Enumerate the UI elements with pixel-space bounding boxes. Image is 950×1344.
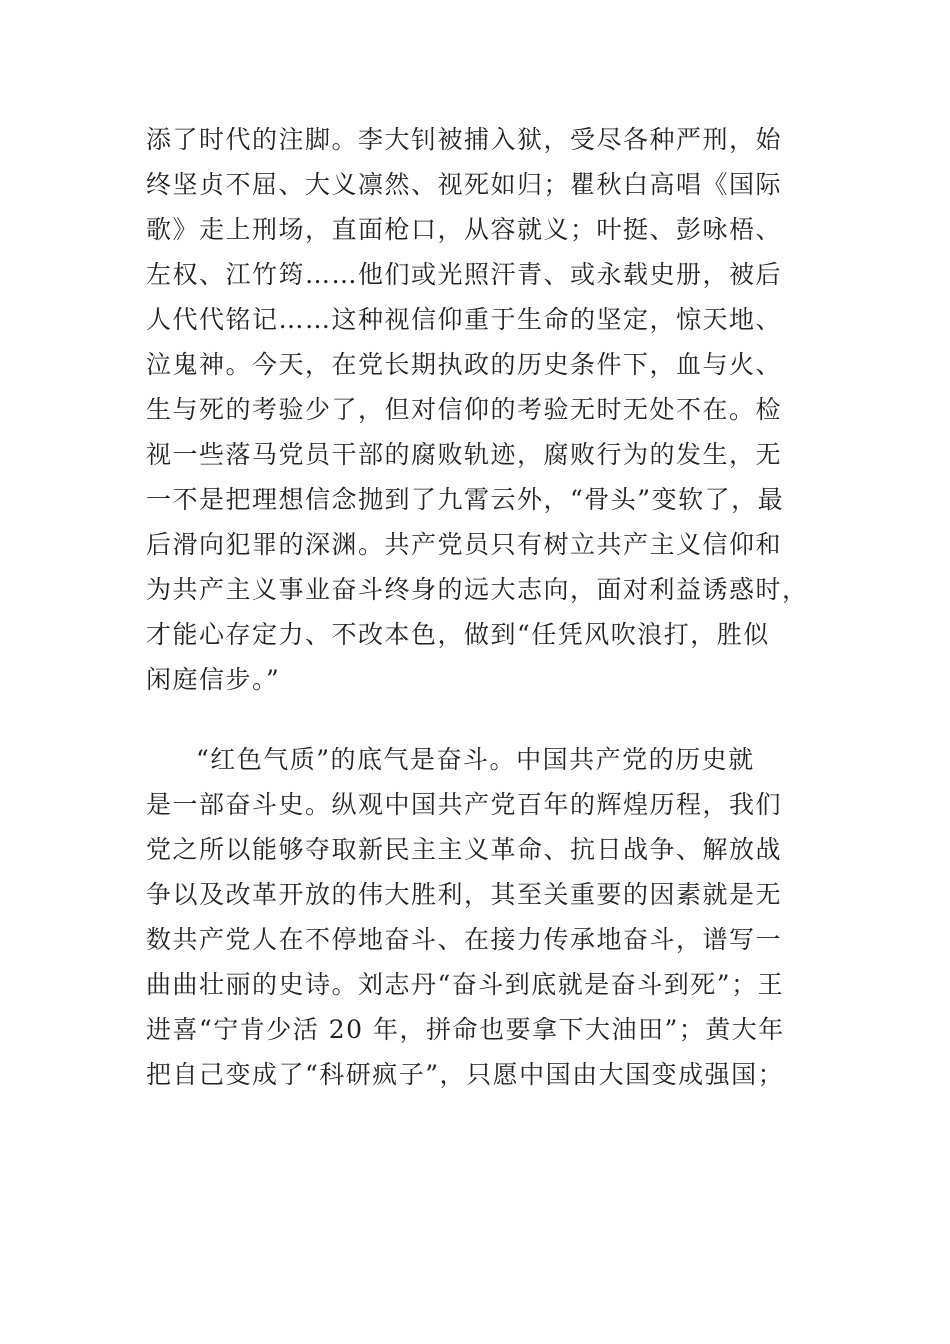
paragraph-1-line: 终坚贞不屈、大义凛然、视死如归；瞿秋白高唱《国际 <box>146 170 783 199</box>
paragraph-1-line: 生与死的考验少了，但对信仰的考验无时无处不在。检 <box>146 395 783 424</box>
paragraph-1-line: 视一些落马党员干部的腐败轨迹，腐败行为的发生，无 <box>146 440 783 469</box>
paragraph-2-line: 进喜“宁肯少活 20 年，拼命也要拿下大油田”；黄大年 <box>146 1015 785 1044</box>
paragraph-1-line: 添了时代的注脚。李大钊被捕入狱，受尽各种严刑，始 <box>146 125 783 154</box>
paragraph-1-line: 后滑向犯罪的深渊。共产党员只有树立共产主义信仰和 <box>146 530 783 559</box>
paragraph-2-line: 争以及改革开放的伟大胜利，其至关重要的因素就是无 <box>146 880 783 909</box>
paragraph-2-line: 数共产党人在不停地奋斗、在接力传承地奋斗，谱写一 <box>146 925 783 954</box>
paragraph-1-line: 歌》走上刑场，直面枪口，从容就义；叶挺、彭咏梧、 <box>146 215 783 244</box>
paragraph-1-line: 闲庭信步。” <box>146 665 281 694</box>
paragraph-2-line: “红色气质”的底气是奋斗。中国共产党的历史就 <box>196 745 755 774</box>
paragraph-1-line: 才能心存定力、不改本色，做到“任凭风吹浪打，胜似 <box>146 620 770 649</box>
paragraph-1-line: 为共产主义事业奋斗终身的远大志向，面对利益诱惑时， <box>146 575 809 604</box>
paragraph-1-line: 人代代铭记……这种视信仰重于生命的坚定，惊天地、 <box>146 305 783 334</box>
paragraph-1-line: 泣鬼神。今天，在党长期执政的历史条件下，血与火、 <box>146 350 783 379</box>
paragraph-1-line: 左权、江竹筠……他们或光照汗青、或永载史册，被后 <box>146 260 783 289</box>
paragraph-2-line: 是一部奋斗史。纵观中国共产党百年的辉煌历程，我们 <box>146 790 783 819</box>
paragraph-2-line: 党之所以能够夺取新民主主义革命、抗日战争、解放战 <box>146 835 783 864</box>
paragraph-2-line: 把自己变成了“科研疯子”，只愿中国由大国变成强国； <box>146 1060 785 1089</box>
paragraph-1-line: 一不是把理想信念抛到了九霄云外，“骨头”变软了，最 <box>146 485 785 514</box>
paragraph-2-line: 曲曲壮丽的史诗。刘志丹“奋斗到底就是奋斗到死”；王 <box>146 970 785 999</box>
